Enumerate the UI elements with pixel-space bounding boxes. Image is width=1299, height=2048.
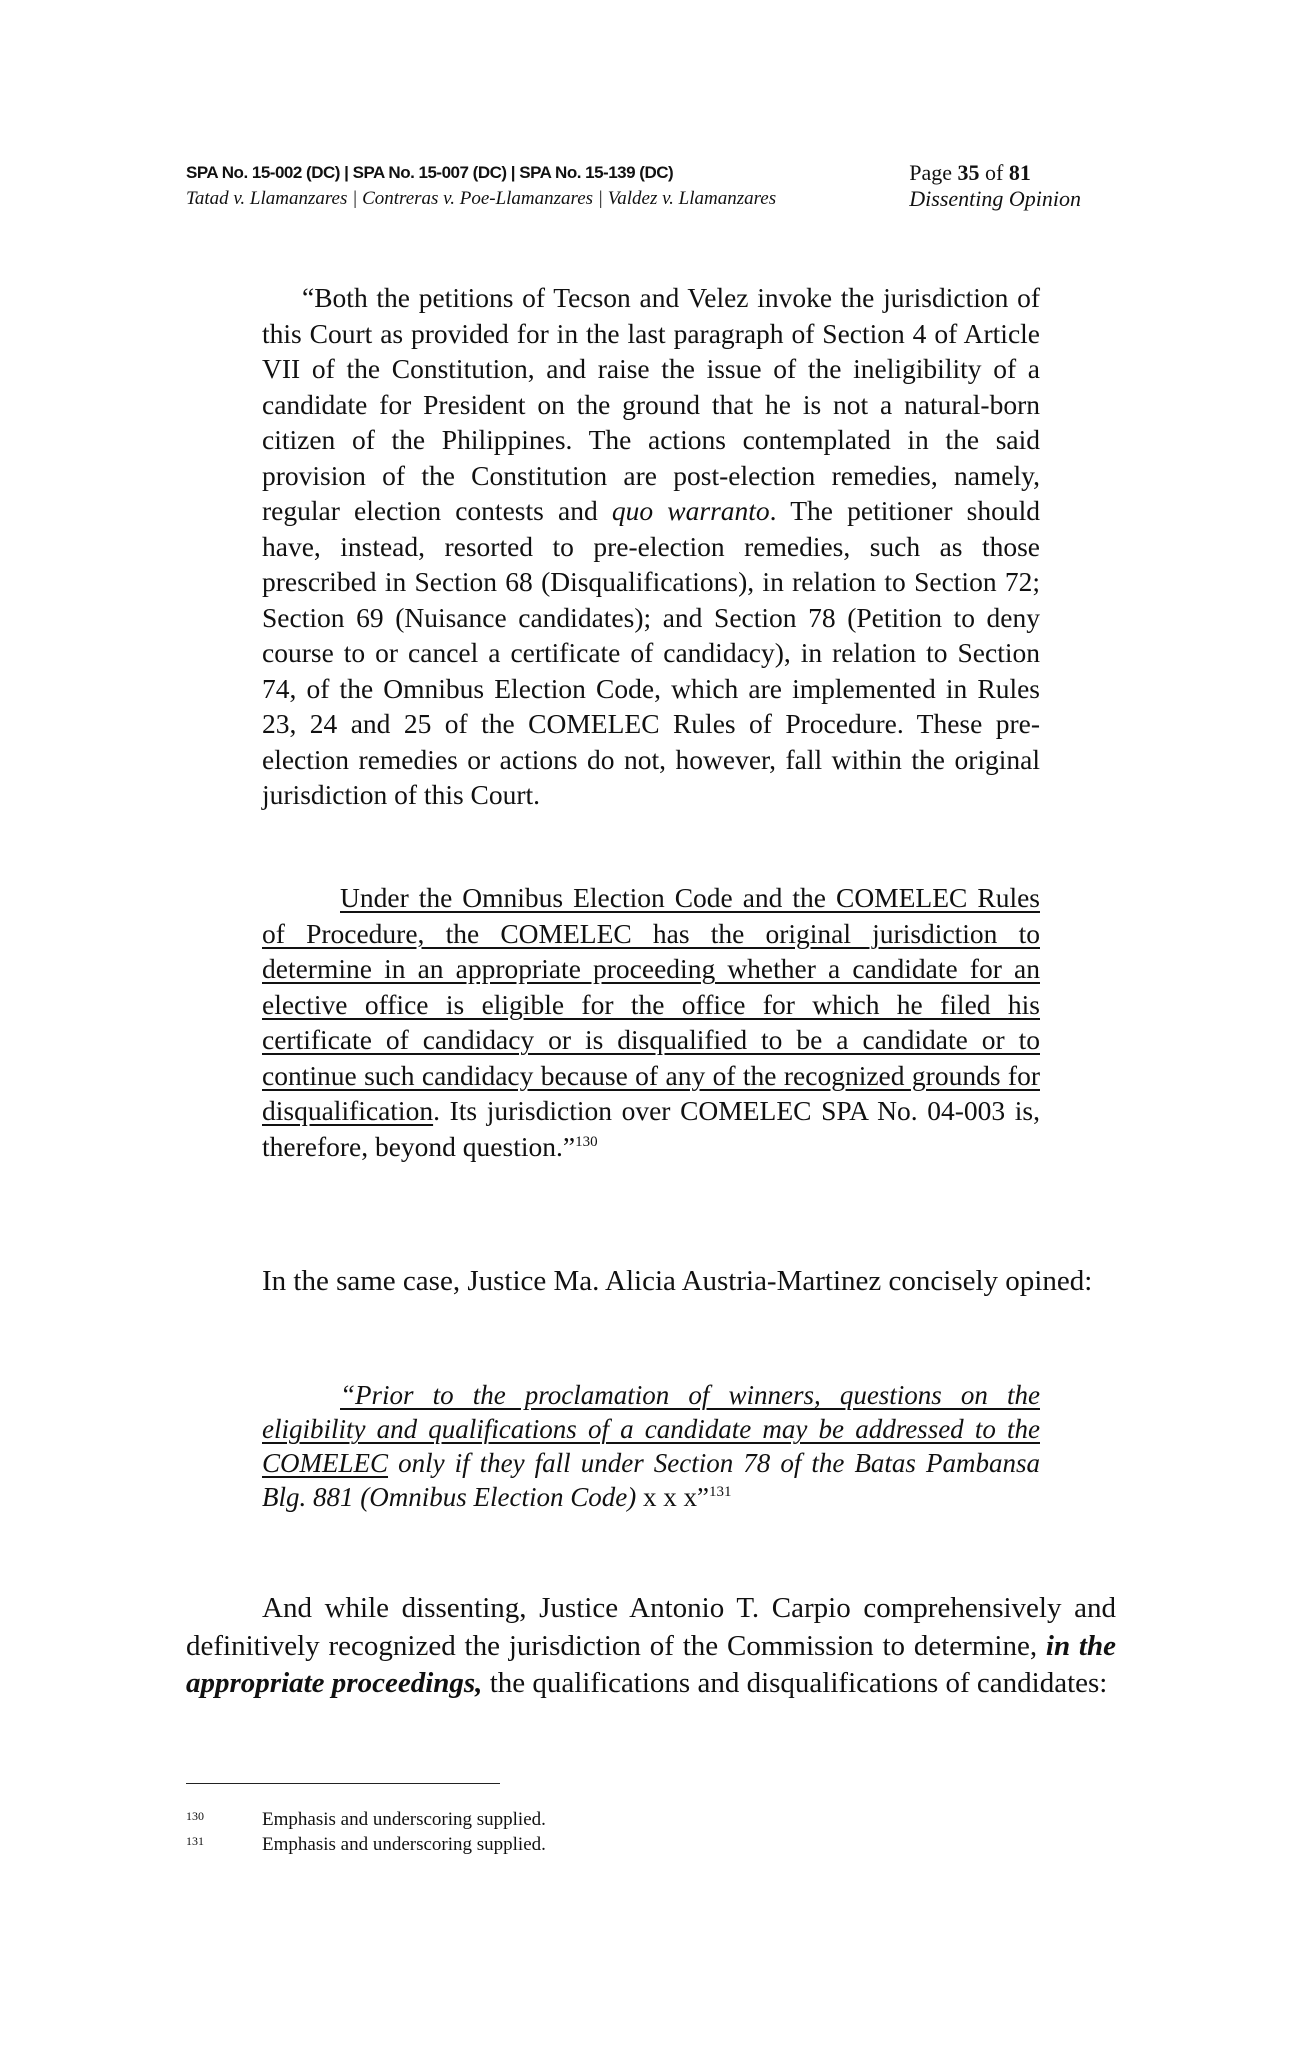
quote-text: . The petitioner should have, instead, resorted to pre-election remedies, such as those prescribed in Section 68 (Disqualifications), in relation to Section 72; Section 69 (Nuisance candidates); and Section 78 (Petition to deny course to or cancel a certificate of candidacy), in relation to Section 74, of the Omnibus Election Code, which are implemented in Rules 23, 24 and 25 of the COMELEC Rules of Procedure. These pre-election remedies or actions do not, however, fall within the original jurisdiction of this Court. xyxy=(262,495,1040,810)
page-total: 81 xyxy=(1008,160,1031,185)
footnote-ref-130: 130 xyxy=(575,1133,598,1150)
page-number: 35 xyxy=(957,160,980,185)
footnote-text: Emphasis and underscoring supplied. xyxy=(262,1834,546,1855)
opinion-type: Dissenting Opinion xyxy=(909,186,1081,211)
footnote-130 xyxy=(186,1804,546,1832)
page-number-label xyxy=(909,160,1081,186)
block-quote-austria-martinez xyxy=(262,1378,1040,1514)
footnote-number: 130 xyxy=(186,1809,204,1823)
quote-text: . Its jurisdiction over COMELEC SPA No. 04-003 is, therefore, beyond question.” xyxy=(262,1095,1040,1162)
quo-warranto: quo warranto xyxy=(611,495,770,526)
block-quote-comelec-jurisdiction xyxy=(262,880,1040,1164)
paragraph-text: the qualifications and disqualifications of candidates: xyxy=(482,1667,1108,1699)
underlined-text: Under the Omnibus Election Code and the COMELEC Rules of Procedure, the COMELEC has the original jurisdiction to determine in an appropriate proceeding whether a candidate for an elective office is eligible for the office for which he filed his certificate of candidacy or is disqualified to be a candidate or to continue such candidacy because of any of the recognized grounds for disqualification xyxy=(262,882,1040,1126)
paragraph-austria-martinez: In the same case, Justice Ma. Alicia Austria-Martinez concisely opined: xyxy=(262,1265,1093,1297)
emphasis-text: in the appropriate proceedings, xyxy=(186,1629,1116,1699)
quote-tail: x x x” xyxy=(642,1482,709,1512)
underlined-text: “Prior to the proclamation of winners, questions on the eligibility and qualifications of a candidate may be addressed to the COMELEC xyxy=(262,1380,1040,1478)
running-header-right xyxy=(909,160,1081,212)
footnote-number: 131 xyxy=(186,1834,204,1848)
case-numbers: SPA No. 15-002 (DC) | SPA No. 15-007 (DC) | SPA No. 15-139 (DC) xyxy=(186,163,674,182)
footnote-ref-131: 131 xyxy=(708,1484,732,1500)
footnote-divider xyxy=(186,1783,500,1784)
paragraph-carpio xyxy=(186,1590,1116,1703)
page-prefix: Page xyxy=(909,160,958,185)
footnote-text: Emphasis and underscoring supplied. xyxy=(262,1809,546,1830)
quote-text: “Both the petitions of Tecson and Velez invoke the jurisdiction of this Court as provided for in the last paragraph of Section 4 of Article VII of the Constitution, and raise the issue of the ineligibility of a candidate for President on the ground that he is not a natural-born citizen of the Philippines. The actions contemplated in the said provision of the Constitution are post-election remedies, namely, regular election contests and xyxy=(262,282,1040,526)
running-header-left xyxy=(186,160,776,212)
quote-text: only if they fall under Section 78 of the Batas Pambansa Blg. 881 (Omnibus Election Code) xyxy=(262,1448,1040,1512)
paragraph-text: And while dissenting, Justice Antonio T. Carpio comprehensively and definitively recognized the jurisdiction of the Commission to determine, xyxy=(186,1592,1116,1662)
case-titles: Tatad v. Llamanzares | Contreras v. Poe-Llamanzares | Valdez v. Llamanzares xyxy=(186,188,777,209)
footnote-131 xyxy=(186,1829,546,1857)
page-of: of xyxy=(979,160,1009,185)
block-quote-tecson xyxy=(262,280,1040,813)
